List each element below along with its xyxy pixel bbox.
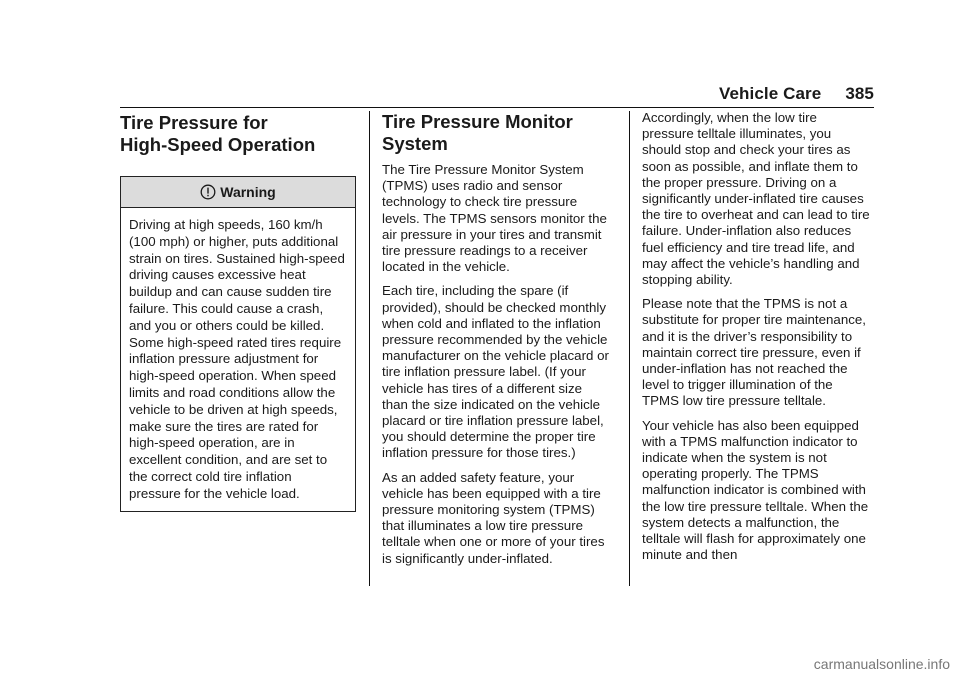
column-2 <box>382 110 610 575</box>
warning-text: Driving at high speeds, 160 km/h (100 mph) or higher, puts additional strain on tires. Sustained high-speed driving causes excessive heat buildup and can cause sudden tire failure. This could cause a crash, and you or others could be killed. Some high-speed rated tires require inflation pressure adjustment for high-speed operation. When speed limits and road conditions allow the vehicle to be driven at high speeds, make sure the tires are rated for high-speed operation, are in excellent condition, and are set to the correct cold tire inflation pressure for the vehicle load. <box>129 217 345 501</box>
paragraph: The Tire Pressure Monitor System (TPMS) uses radio and sensor technology to check tire pressure levels. The TPMS sensors monitor the air pressure in your tires and transmit tire pressure readings to a receiver located in the vehicle. <box>382 162 607 275</box>
watermark: carmanualsonline.info <box>813 656 950 672</box>
paragraph: Please note that the TPMS is not a substitute for proper tire maintenance, and it is the driver’s responsibility to maintain correct tire pressure, even if under-inflation has not reached the level to trigger illumination of the TPMS low tire pressure telltale. <box>642 296 866 409</box>
warning-body <box>121 208 355 511</box>
page-header <box>719 84 874 104</box>
header-rule <box>120 107 874 108</box>
page-number: 385 <box>845 84 874 103</box>
warning-icon <box>200 184 216 200</box>
paragraph: Accordingly, when the low tire pressure telltale illuminates, you should stop and check your tires as soon as possible, and inflate them to the proper pressure. Driving on a significantly under-inflated tire causes the tire to overheat and can lead to tire failure. Under-inflation also reduces fuel efficiency and tire tread life, and may affect the vehicle’s handling and stopping ability. <box>642 110 870 288</box>
section-heading-high-speed: Tire Pressure for High-Speed Operation <box>120 112 316 155</box>
column-3 <box>642 110 872 571</box>
warning-box <box>120 176 356 512</box>
paragraph: As an added safety feature, your vehicle has been equipped with a tire pressure monitoring system (TPMS) that illuminates a low tire pressure telltale when one or more of your tires is significantly under-inflated. <box>382 469 605 566</box>
section-heading-tpms: Tire Pressure Monitor System <box>382 111 573 154</box>
paragraph: Your vehicle has also been equipped with a TPMS malfunction indicator to indicate when the system is not operating properly. The TPMS malfunction indicator is combined with the low tire pressure telltale. When the system detects a malfunction, the telltale will flash for approximately one minute and then <box>642 417 869 563</box>
column-divider-2 <box>629 111 630 586</box>
warning-label: Warning <box>220 184 276 200</box>
warning-header <box>121 177 355 208</box>
section-title: Vehicle Care <box>719 84 822 103</box>
column-1 <box>120 110 356 512</box>
column-divider-1 <box>369 111 370 586</box>
paragraph: Each tire, including the spare (if provided), should be checked monthly when cold and inflated to the inflation pressure recommended by the vehicle manufacturer on the vehicle placard or tire inflation pressure label. (If your vehicle has tires of a different size than the size indicated on the vehicle placard or tire inflation pressure label, you should determine the proper tire inflation pressure for those tires.) <box>382 283 609 461</box>
